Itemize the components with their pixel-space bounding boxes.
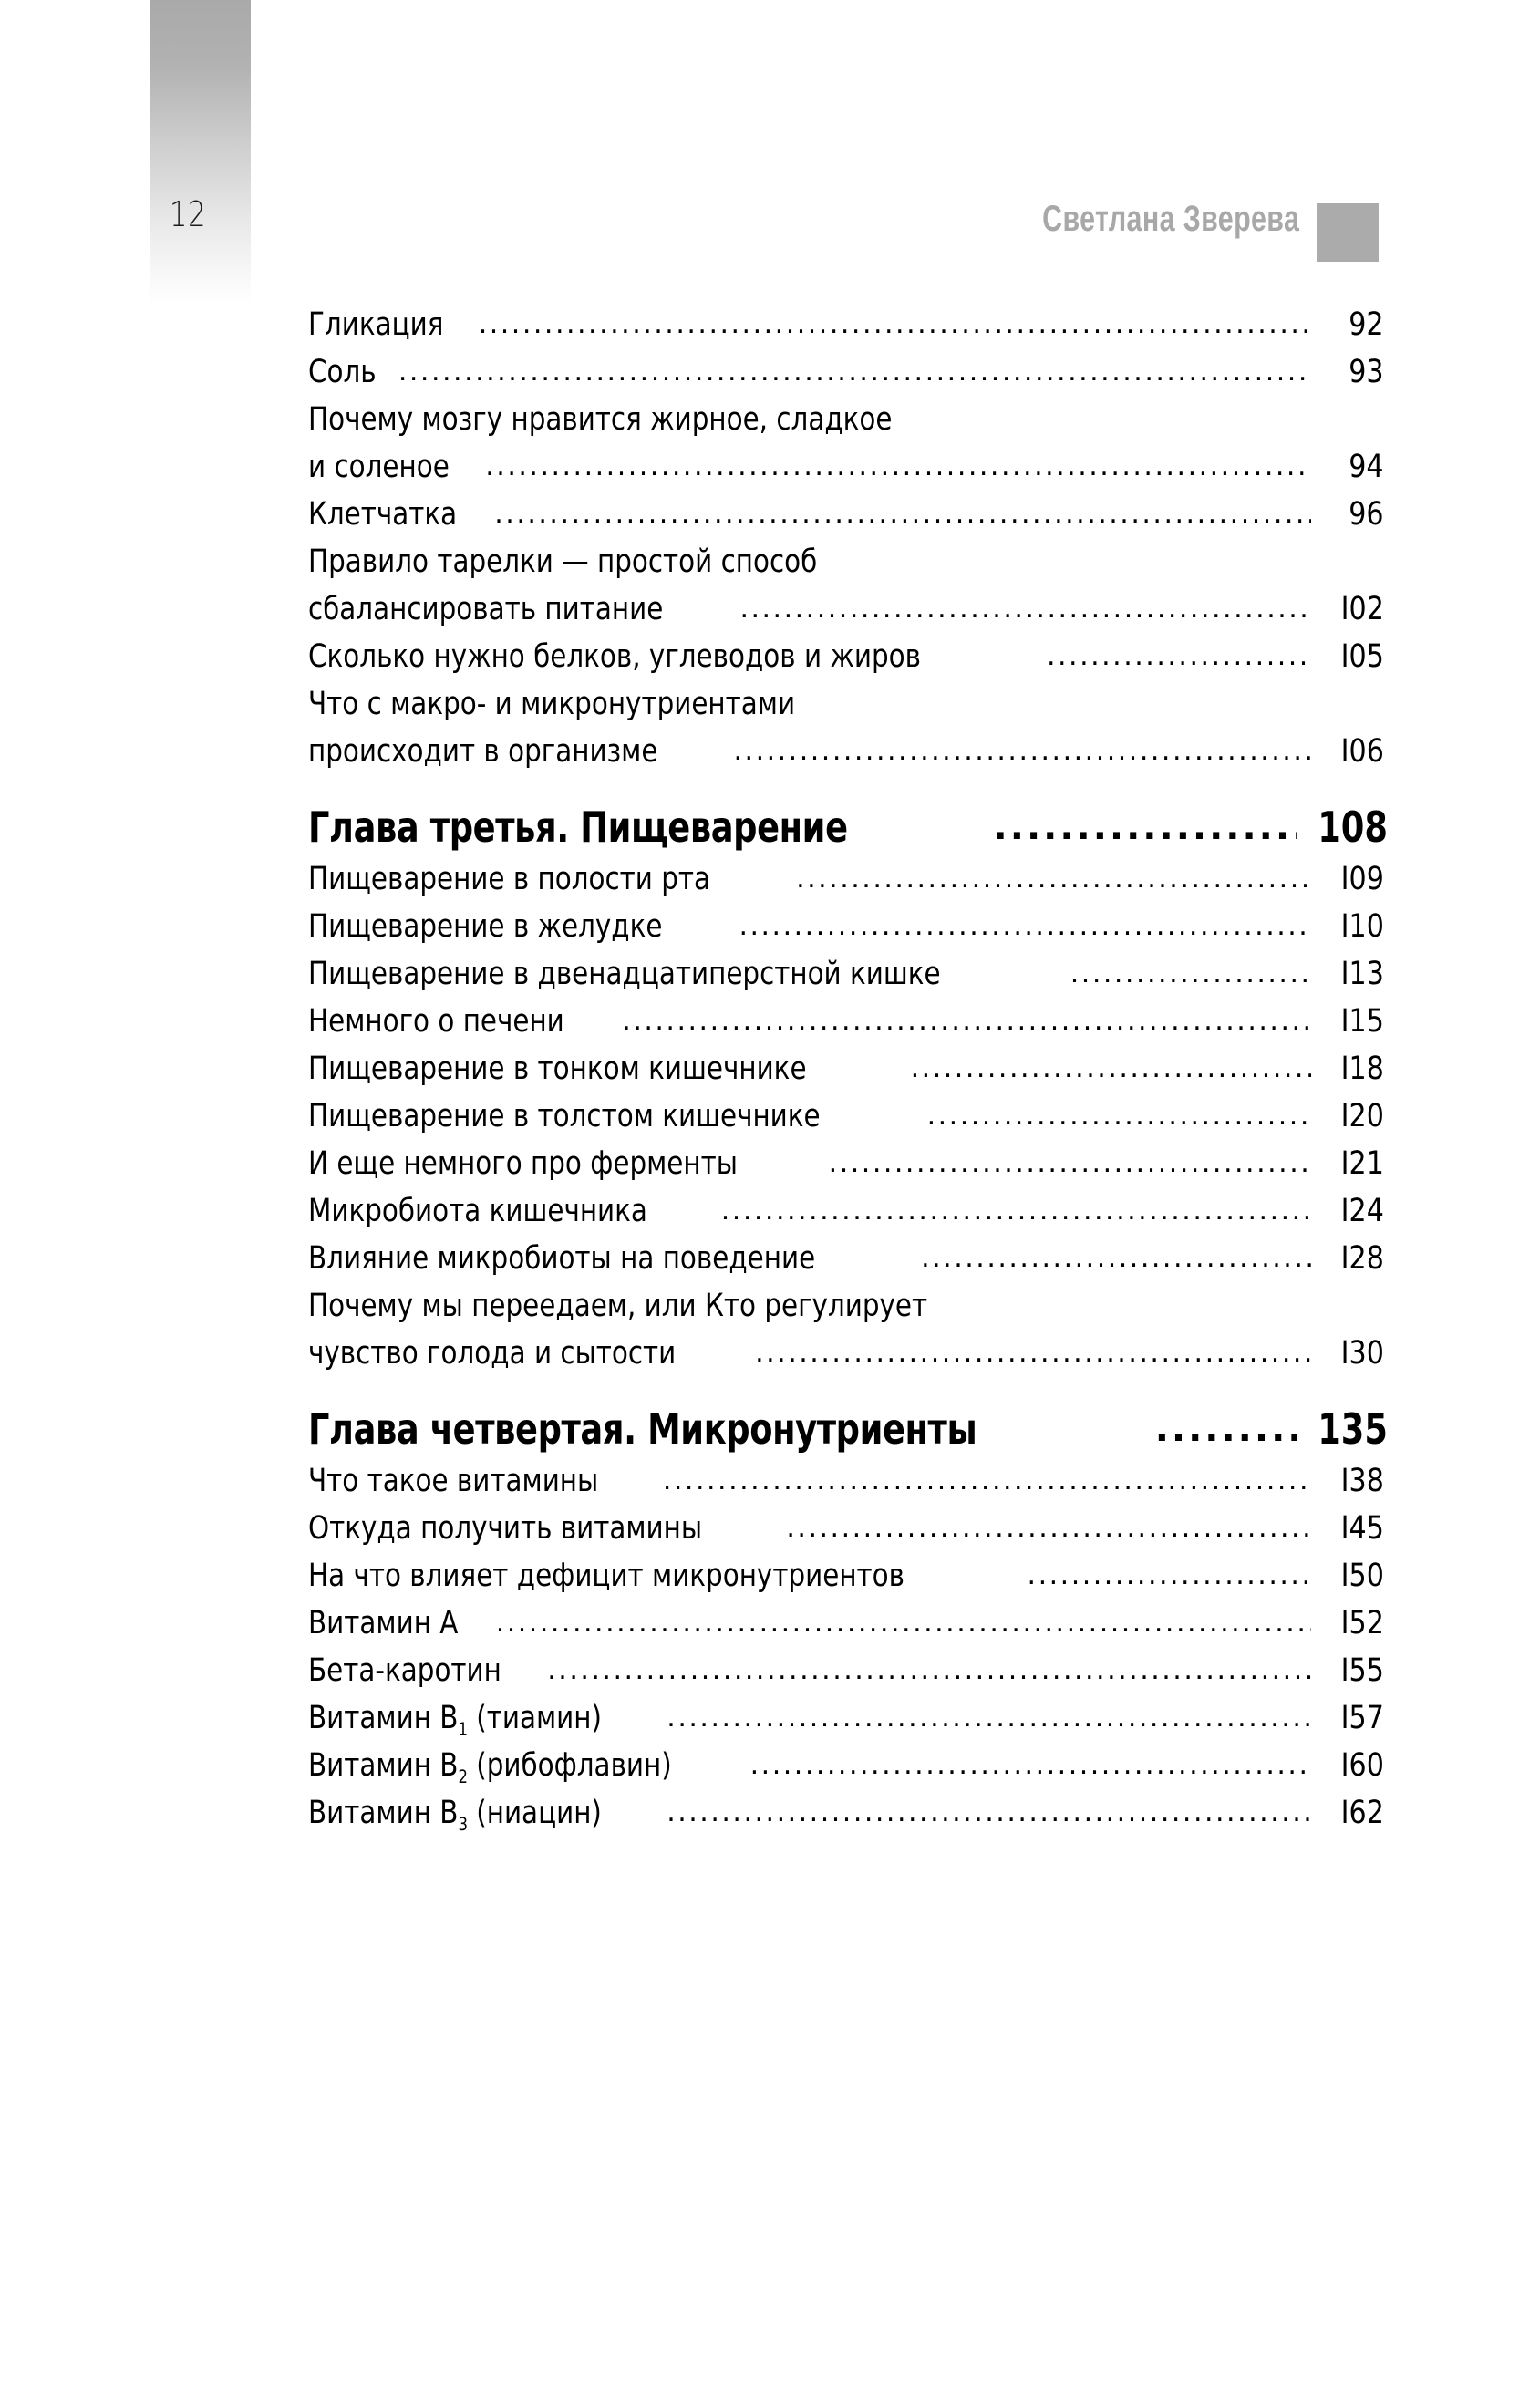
toc-entry-row[interactable] bbox=[308, 950, 1384, 998]
toc-dot-leader bbox=[739, 903, 1311, 935]
toc-entry-label: Пищеварение в полости рта bbox=[308, 861, 711, 897]
toc-entry-page-number: I24 bbox=[1340, 1193, 1384, 1229]
toc-entry-row[interactable] bbox=[308, 1742, 1384, 1789]
toc-entry-label: Глава третья. Пищеварение bbox=[308, 803, 848, 852]
toc-entry-label: Витамин $B_2$ (рибофлавин) bbox=[308, 1747, 672, 1788]
toc-entry-page-number: I05 bbox=[1340, 638, 1384, 675]
toc-entry-label: Клетчатка bbox=[308, 496, 458, 533]
toc-dot-leader bbox=[496, 1600, 1311, 1631]
toc-dot-leader bbox=[994, 799, 1297, 839]
toc-entry-page-number: I15 bbox=[1340, 1003, 1384, 1040]
toc-dot-leader bbox=[829, 1140, 1311, 1172]
toc-entry-label: Глава четвертая. Микронутриенты bbox=[308, 1404, 977, 1454]
toc-dot-leader bbox=[494, 491, 1311, 523]
toc-entry-label: Пищеварение в двенадцатиперстной кишке bbox=[308, 956, 941, 992]
toc-entry-row[interactable] bbox=[308, 491, 1384, 538]
toc-entry-page-number: I38 bbox=[1340, 1463, 1384, 1499]
toc-entry-row[interactable] bbox=[308, 998, 1384, 1045]
toc-entry-page-number: I28 bbox=[1340, 1240, 1384, 1277]
toc-entry-page-number: 108 bbox=[1318, 803, 1389, 852]
toc-entry-page-number: I45 bbox=[1340, 1510, 1384, 1547]
toc-chapter-row[interactable] bbox=[308, 1401, 1389, 1457]
toc-entry-row[interactable] bbox=[308, 1600, 1384, 1647]
toc-entry-label: чувство голода и сытости bbox=[308, 1335, 677, 1372]
toc-entry-page-number: I02 bbox=[1340, 591, 1384, 627]
toc-entry-row[interactable] bbox=[308, 1552, 1384, 1600]
running-head-text: Светлана Зверева bbox=[1041, 199, 1299, 239]
toc-dot-leader bbox=[663, 1457, 1311, 1489]
toc-entry-row[interactable] bbox=[308, 1187, 1384, 1235]
toc-entry-row[interactable] bbox=[308, 1457, 1384, 1505]
toc-dot-leader bbox=[485, 443, 1311, 475]
toc-entry-label-suffix: (ниацин) bbox=[467, 1795, 602, 1831]
toc-entry-label: Почему мозгу нравится жирное, сладкое bbox=[308, 401, 893, 438]
toc-entry-row[interactable] bbox=[308, 633, 1384, 680]
page-number: 12 bbox=[170, 194, 207, 234]
toc-entry-label: И еще немного про ферменты bbox=[308, 1145, 738, 1182]
toc-entry-page-number: I50 bbox=[1340, 1558, 1384, 1594]
toc-entry-page-number: I21 bbox=[1340, 1145, 1384, 1182]
toc-entry-label: Витамин $B_3$ (ниацин) bbox=[308, 1795, 602, 1836]
toc-dot-leader bbox=[921, 1235, 1311, 1267]
toc-entry-row[interactable] bbox=[308, 903, 1384, 950]
toc-entry-row[interactable] bbox=[308, 855, 1384, 903]
toc-dot-leader bbox=[398, 348, 1311, 380]
toc-entry-row[interactable] bbox=[308, 1330, 1384, 1377]
toc-entry-label: Пищеварение в желудке bbox=[308, 908, 663, 945]
toc-entry-page-number: 94 bbox=[1349, 449, 1384, 485]
toc-entry-page-number: I57 bbox=[1340, 1700, 1384, 1736]
toc-entry-label-suffix: (рибофлавин) bbox=[467, 1747, 672, 1784]
toc-dot-leader bbox=[755, 1330, 1311, 1362]
toc-entry-row[interactable] bbox=[308, 1092, 1384, 1140]
toc-dot-leader bbox=[911, 1045, 1311, 1077]
toc-entry-subscript: 3 bbox=[458, 1814, 468, 1836]
toc-entry-row[interactable] bbox=[308, 1694, 1384, 1742]
toc-entry-label: Сколько нужно белков, углеводов и жиров bbox=[308, 638, 921, 675]
toc-entry-row[interactable] bbox=[308, 680, 1384, 728]
toc-dot-leader bbox=[739, 585, 1311, 617]
toc-dot-leader bbox=[667, 1694, 1311, 1726]
toc-entry-label: Почему мы переедаем, или Кто регулирует bbox=[308, 1288, 928, 1324]
toc-entry-label: Пищеварение в тонком кишечнике bbox=[308, 1051, 807, 1087]
toc-chapter-row[interactable] bbox=[308, 799, 1389, 855]
toc-entry-label: Бета-каротин bbox=[308, 1652, 501, 1689]
toc-entry-label: Что с макро- и микронутриентами bbox=[308, 686, 796, 722]
toc-dot-leader bbox=[1155, 1401, 1297, 1441]
toc-entry-label: и соленое bbox=[308, 449, 450, 485]
toc-entry-page-number: I09 bbox=[1340, 861, 1384, 897]
running-head-marker bbox=[1317, 203, 1379, 262]
toc-entry-page-number: 92 bbox=[1349, 306, 1384, 343]
toc-entry-label: Витамин $B_1$ (тиамин) bbox=[308, 1700, 602, 1741]
toc-dot-leader bbox=[734, 728, 1312, 760]
running-head bbox=[0, 199, 1299, 240]
toc-dot-leader bbox=[479, 301, 1311, 333]
toc-entry-page-number: 93 bbox=[1349, 354, 1384, 390]
toc-entry-row[interactable] bbox=[308, 348, 1384, 396]
toc-entry-label: Правило тарелки — простой способ bbox=[308, 544, 818, 580]
toc-entry-row[interactable] bbox=[308, 585, 1384, 633]
toc-entry-page-number: I55 bbox=[1340, 1652, 1384, 1689]
toc-entry-label: Микробиота кишечника bbox=[308, 1193, 647, 1229]
toc-entry-page-number: I30 bbox=[1340, 1335, 1384, 1372]
toc-entry-subscript: 1 bbox=[458, 1719, 468, 1741]
toc-entry-row[interactable] bbox=[308, 1140, 1384, 1187]
toc-entry-label: Влияние микробиоты на поведение bbox=[308, 1240, 816, 1277]
toc-entry-row[interactable] bbox=[308, 538, 1384, 585]
toc-dot-leader bbox=[1047, 633, 1311, 665]
toc-entry-label: На что влияет дефицит микронутриентов bbox=[308, 1558, 904, 1594]
toc-entry-page-number: I20 bbox=[1340, 1098, 1384, 1134]
toc-entry-row[interactable] bbox=[308, 1505, 1384, 1552]
toc-entry-label: происходит в организме bbox=[308, 733, 658, 770]
toc-dot-leader bbox=[547, 1647, 1311, 1679]
toc-entry-row[interactable] bbox=[308, 443, 1384, 491]
toc-entry-page-number: I10 bbox=[1340, 908, 1384, 945]
toc-entry-label: Пищеварение в толстом кишечнике bbox=[308, 1098, 821, 1134]
toc-entry-row[interactable] bbox=[308, 728, 1384, 775]
toc-entry-row[interactable] bbox=[308, 396, 1384, 443]
toc-entry-label: Соль bbox=[308, 354, 377, 390]
toc-entry-row[interactable] bbox=[308, 1235, 1384, 1282]
toc-entry-page-number: I06 bbox=[1340, 733, 1384, 770]
toc-entry-page-number: I60 bbox=[1340, 1747, 1384, 1784]
toc-dot-leader bbox=[622, 998, 1311, 1030]
toc-entry-page-number: I13 bbox=[1340, 956, 1384, 992]
toc-entry-label: Немного о печени bbox=[308, 1003, 564, 1040]
toc-entry-label: Что такое витамины bbox=[308, 1463, 599, 1499]
toc-entry-page-number: I52 bbox=[1340, 1605, 1384, 1641]
toc-dot-leader bbox=[721, 1187, 1311, 1219]
toc-entry-row[interactable] bbox=[308, 1647, 1384, 1694]
toc-dot-leader bbox=[927, 1092, 1311, 1124]
toc-entry-page-number: 135 bbox=[1318, 1404, 1389, 1454]
toc-dot-leader bbox=[796, 855, 1311, 887]
toc-dot-leader bbox=[1028, 1552, 1311, 1584]
toc-dot-leader bbox=[667, 1789, 1311, 1821]
table-of-contents bbox=[308, 301, 1389, 1837]
toc-entry-label-suffix: (тиамин) bbox=[467, 1700, 602, 1736]
toc-entry-label: Гликация bbox=[308, 306, 444, 343]
toc-entry-label: Откуда получить витамины bbox=[308, 1510, 703, 1547]
toc-entry-label: Витамин А bbox=[308, 1605, 459, 1641]
toc-entry-page-number: 96 bbox=[1349, 496, 1384, 533]
toc-entry-subscript: 2 bbox=[458, 1766, 468, 1788]
toc-entry-label: сбалансировать питание bbox=[308, 591, 664, 627]
toc-entry-page-number: I62 bbox=[1340, 1795, 1384, 1831]
toc-entry-page-number: I18 bbox=[1340, 1051, 1384, 1087]
toc-entry-row[interactable] bbox=[308, 1045, 1384, 1092]
toc-dot-leader bbox=[786, 1505, 1311, 1537]
toc-entry-row[interactable] bbox=[308, 1789, 1384, 1837]
toc-entry-row[interactable] bbox=[308, 301, 1384, 348]
toc-dot-leader bbox=[750, 1742, 1311, 1774]
toc-dot-leader bbox=[1070, 950, 1311, 982]
toc-entry-row[interactable] bbox=[308, 1282, 1384, 1330]
page-edge-tab bbox=[150, 0, 251, 305]
